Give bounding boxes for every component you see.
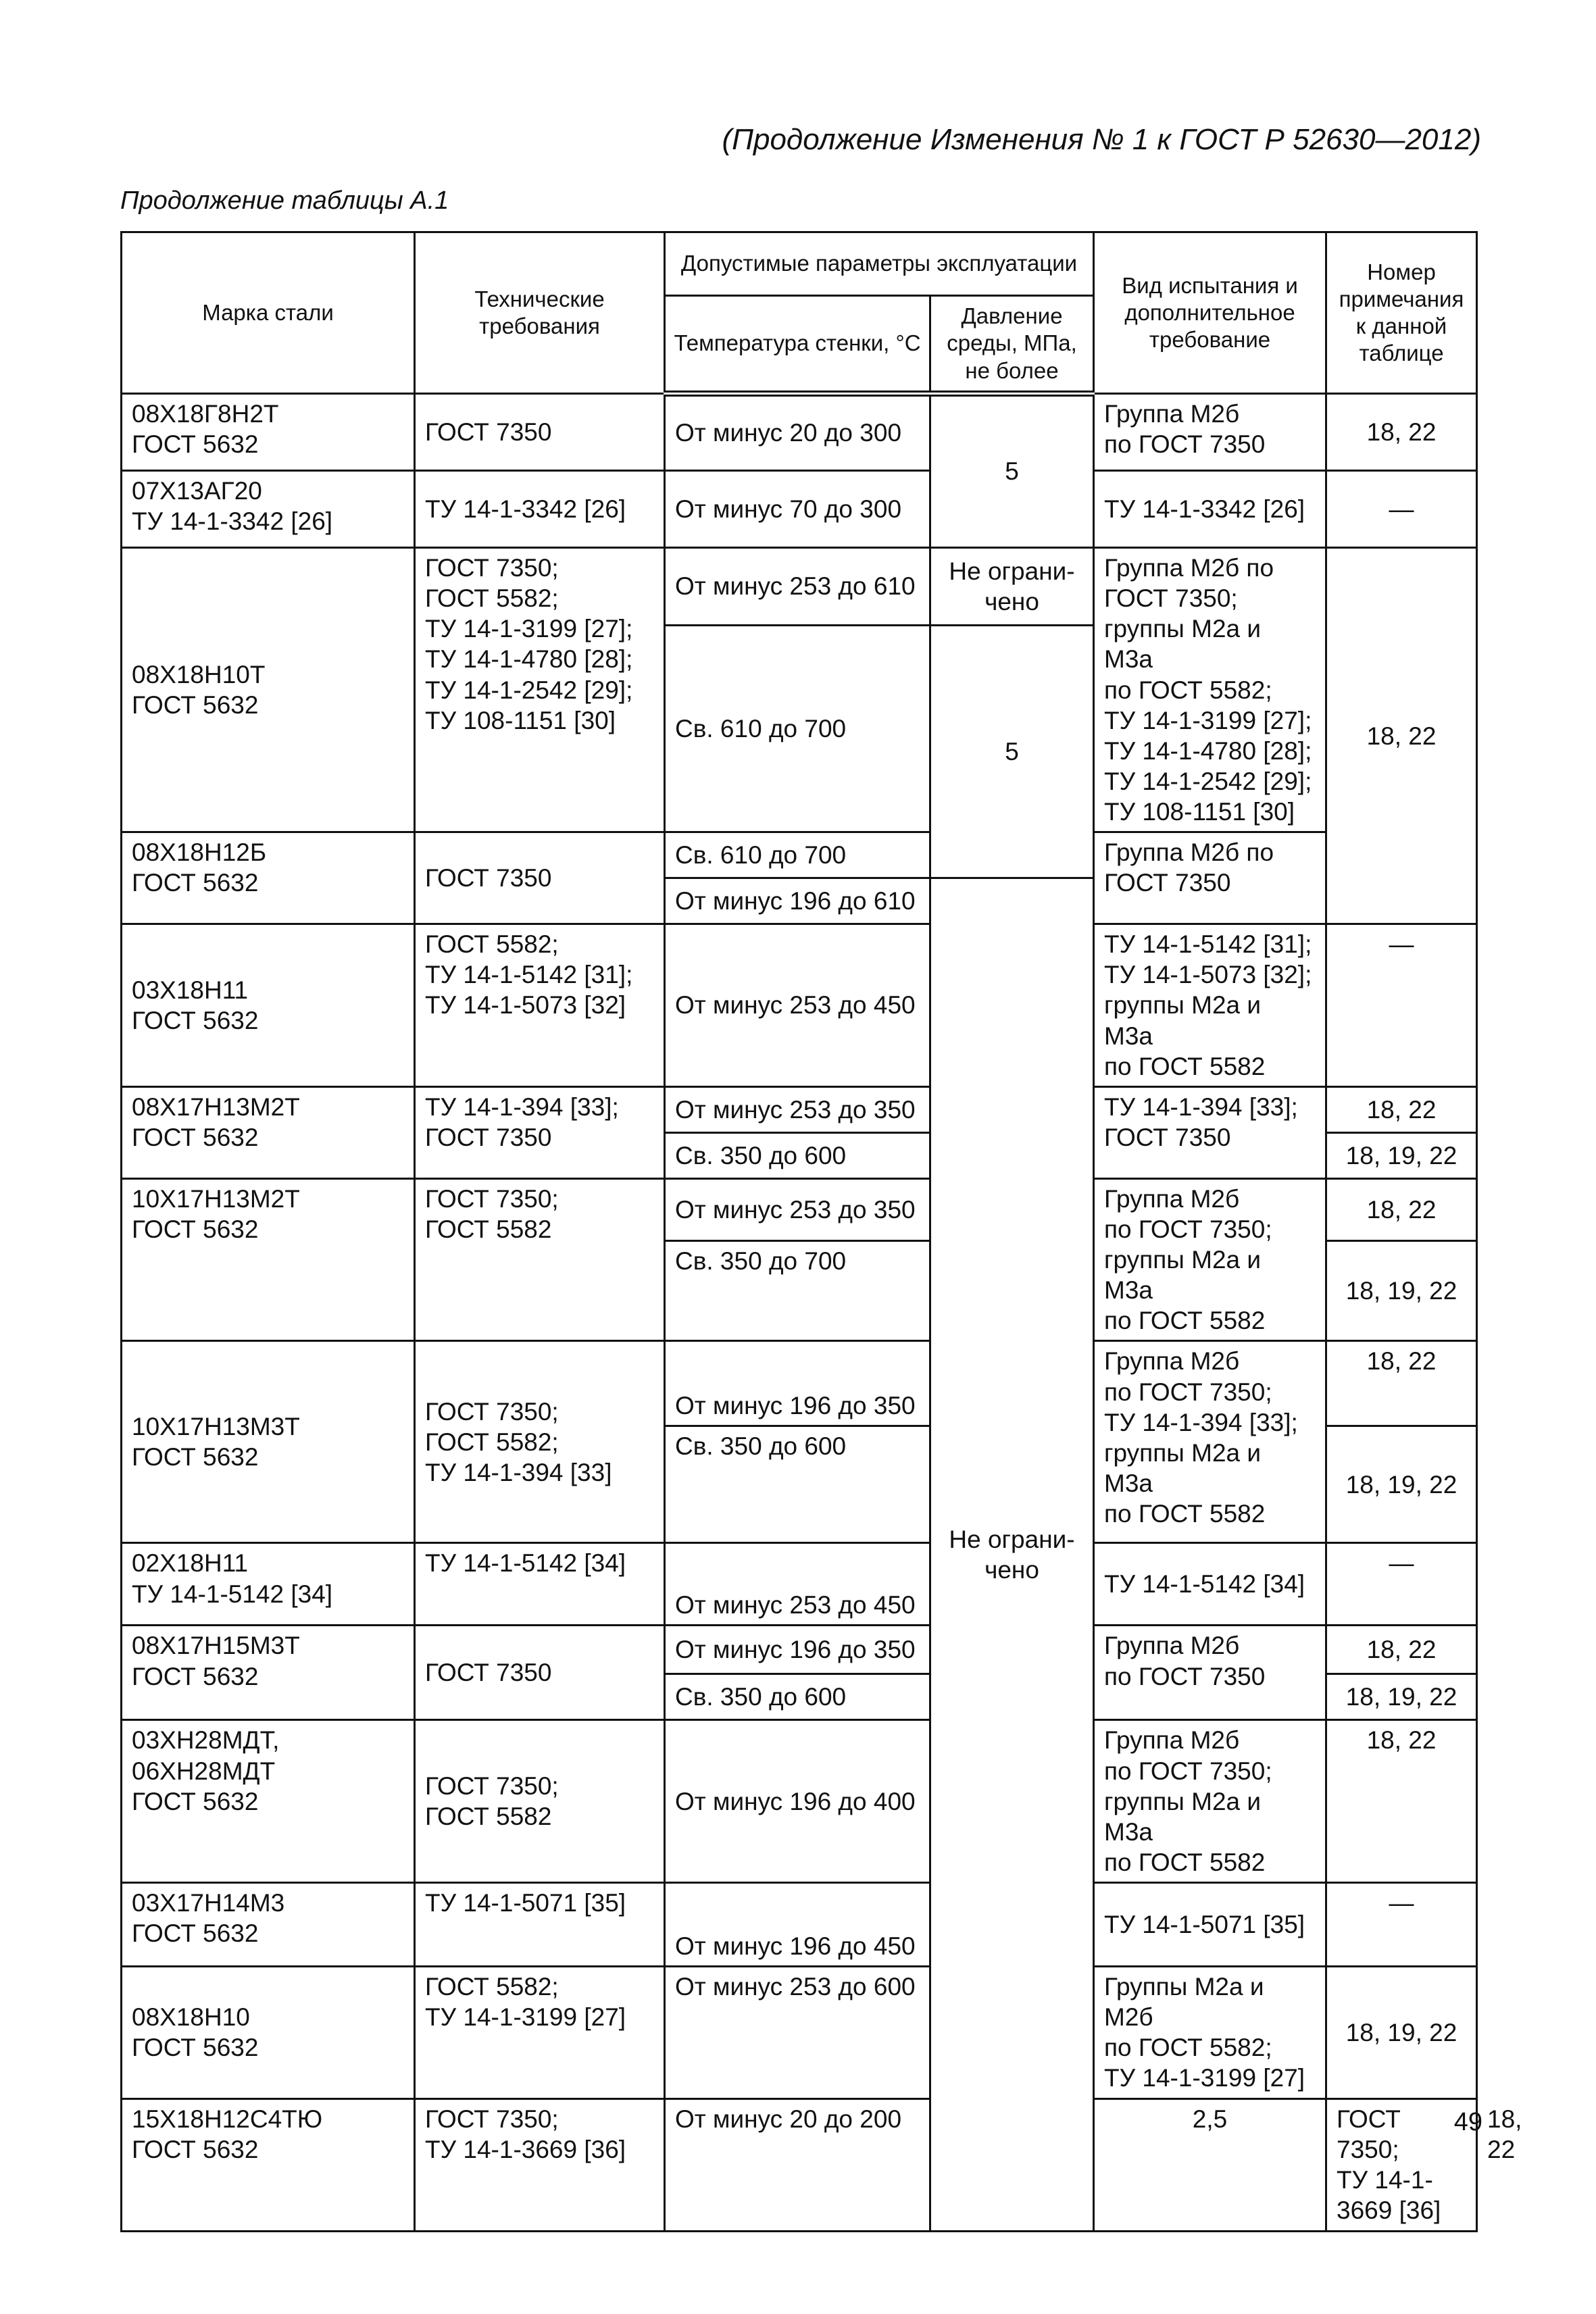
- table-cell-test: Группа М2б по ГОСТ 7350: [1094, 1626, 1326, 1720]
- table-cell-test: ТУ 14-1-5071 [35]: [1094, 1883, 1326, 1967]
- table-cell-pressure: 2,5: [1094, 2098, 1326, 2231]
- table-cell-temp: От минус 253 до 450: [665, 1543, 930, 1626]
- table-cell-note: 18, 19, 22: [1326, 1241, 1477, 1341]
- table-cell-grade: 10Х17Н13М3Т ГОСТ 5632: [122, 1341, 415, 1543]
- table-cell-test: ГОСТ 7350; ТУ 14-1-3669 [36]: [1326, 2098, 1477, 2231]
- table-cell-note: —: [1326, 1883, 1477, 1967]
- table-cell-temp: От минус 20 до 200: [665, 2098, 930, 2231]
- table-cell-temp: Св. 610 до 700: [665, 626, 930, 832]
- table-cell-test: Группа М2б по ГОСТ 7350; группы М2а и М3а по ГОСТ 5582: [1094, 1178, 1326, 1341]
- table-cell-note: 18, 19, 22: [1326, 1426, 1477, 1543]
- table-cell-pressure: Не ограни- чено: [930, 548, 1094, 626]
- table-cell-temp: От минус 253 до 610: [665, 548, 930, 626]
- table-cell-temp: Св. 350 до 700: [665, 1241, 930, 1341]
- table-cell-grade: 08Х17Н13М2Т ГОСТ 5632: [122, 1086, 415, 1178]
- table-cell-temp: От минус 196 до 450: [665, 1883, 930, 1967]
- table-cell-req: ГОСТ 7350; ГОСТ 5582; ТУ 14-1-3199 [27]; ТУ 14-1-4780 [28]; ТУ 14-1-2542 [29]; ТУ 108-1151 [30]: [415, 548, 665, 832]
- table-cell-grade: 08Х18Н12Б ГОСТ 5632: [122, 832, 415, 924]
- table-cell-grade: 03Х18Н11 ГОСТ 5632: [122, 924, 415, 1087]
- table-cell-req: ГОСТ 7350: [415, 394, 665, 471]
- table-cell-test: Группа М2б по ГОСТ 7350; ТУ 14-1-394 [33]; группы М2а и М3а по ГОСТ 5582: [1094, 1341, 1326, 1543]
- table-cell-test: Группа М2б по ГОСТ 7350; группы М2а и М3а по ГОСТ 5582: [1094, 1720, 1326, 1883]
- table-cell-temp: От минус 253 до 450: [665, 924, 930, 1087]
- table-cell-note: —: [1326, 1543, 1477, 1626]
- table-cell-temp: От минус 20 до 300: [665, 394, 930, 471]
- table-cell-req: ТУ 14-1-394 [33]; ГОСТ 7350: [415, 1086, 665, 1178]
- table-cell-temp: От минус 196 до 350: [665, 1341, 930, 1426]
- table-cell-temp: Св. 350 до 600: [665, 1132, 930, 1178]
- table-cell-req: ТУ 14-1-3342 [26]: [415, 471, 665, 548]
- table-cell-temp: От минус 253 до 350: [665, 1178, 930, 1241]
- table-caption: Продолжение таблицы А.1: [120, 186, 449, 215]
- table-cell-req: ГОСТ 7350: [415, 832, 665, 924]
- table-cell-req: ТУ 14-1-5071 [35]: [415, 1883, 665, 1967]
- table-cell-temp: От минус 196 до 350: [665, 1626, 930, 1674]
- table-cell-note: 18, 22: [1326, 1720, 1477, 1883]
- table-cell-req: ГОСТ 5582; ТУ 14-1-3199 [27]: [415, 1967, 665, 2099]
- table-cell-test: Группа М2б по ГОСТ 7350: [1094, 394, 1326, 471]
- table-cell-req: ГОСТ 7350; ГОСТ 5582; ТУ 14-1-394 [33]: [415, 1341, 665, 1543]
- table-cell-note: 18, 19, 22: [1326, 1132, 1477, 1178]
- header-grade: Марка стали: [122, 232, 415, 394]
- table-cell-note: —: [1326, 924, 1477, 1087]
- steel-grades-table: Марка стали Технические требования Допустимые параметры эксплуатации Вид испытания и дополнительное требование Номер примечания к данной таблице Температура стенки, °С Давление среды, МПа, не более 08Х18Г8Н2Т ГОСТ 5632 ГОСТ 7350 От минус 20 до 300 5 Группа М2б по ГОСТ 7350 18, 22 07Х13АГ20 ТУ 14-1-3342 [26] ТУ 14-1-3342 [26] От минус 70 до 300 ТУ 14-1-3342 [26] — 08Х18Н10Т ГОСТ 5632 ГОСТ 7350; ГОСТ 5582; ТУ 14-1-3199 [27]; ТУ 14-1-4780 [28]; ТУ 14-1-2542 [29]; ТУ 108-1151 [30] От минус 253 до 610 Не ограни- чено Группа М2б по ГОСТ 7350; группы М2а и М3а по ГОСТ 5582; ТУ 14-1-3199 [27]; ТУ 14-1-4780 [28]; ТУ 14-1-2542 [29]; ТУ 108-1151 [30] 18, 22 Св. 610 до 700 5 08Х18Н12Б ГОСТ 5632 ГОСТ 7350 Св. 610 до 700 Группа М2б по ГОСТ 7350 От минус 196 до 610 Не ограни- чено 03Х18Н11 ГОСТ 5632 ГОСТ 5582; ТУ 14-1-5142 [31]; ТУ 14-1-5073 [32] От минус 253 до 450 ТУ 14-1-5142 [31]; ТУ 14-1-5073 [32]; группы М2а и М3а по ГОСТ 5582 — 08Х17Н13М2Т ГОСТ 5632 ТУ 14-1-394 [33]; ГОСТ 7350 От минус 253 до 350 ТУ 14-1-394 [33]; ГОСТ 7350 18, 22 Св. 350 до 600 18, 19, 22 10Х17Н13М2Т ГОСТ 5632 ГОСТ 7350; ГОСТ 5582 От минус 253 до 350 Группа М2б по ГОСТ 7350; группы М2а и М3а по ГОСТ 5582 18, 22 Св. 350 до 700 18, 19, 22 10Х17Н13М3Т ГОСТ 5632 ГОСТ 7350; ГОСТ 5582; ТУ 14-1-394 [33] От минус 196 до 350 Группа М2б по ГОСТ 7350; ТУ 14-1-394 [33]; группы М2а и М3а по ГОСТ 5582 18, 22 Св. 350 до 600 18, 19, 22 02Х18Н11 ТУ 14-1-5142 [34] ТУ 14-1-5142 [34] От минус 253 до 450 ТУ 14-1-5142 [34] — 08Х17Н15М3Т ГОСТ 5632 ГОСТ 7350 От минус 196 до 350 Группа М2б по ГОСТ 7350 18, 22 Св. 350 до 600 18, 19, 22 03ХН28МДТ, 06ХН28МДТ ГОСТ 5632 ГОСТ 7350; ГОСТ 5582 От минус 196 до 400 Группа М2б по ГОСТ 7350; группы М2а и М3а по ГОСТ 5582 18, 22 03Х17Н14М3 ГОСТ 5632 ТУ 14-1-5071 [35] От минус 196 до 450 ТУ 14-1-5071 [35] — 08Х18Н10 ГОСТ 5632 ГОСТ 5582; ТУ 14-1-3199 [27] От минус 253 до 600 Группы М2а и М2б по ГОСТ 5582; ТУ 14-1-3199 [27] 18, 19, 22 15Х18Н12С4ТЮ ГОСТ 5632 ГОСТ 7350; ТУ 14-1-3669 [36] От минус 20 до 200 2,5 ГОСТ 7350; ТУ 14-1-3669 [36] 18, 22: [120, 231, 1478, 2232]
- table-cell-temp: От минус 253 до 600: [665, 1967, 930, 2099]
- table-cell-note: 18, 22: [1326, 394, 1477, 471]
- header-note: Номер примечания к данной таблице: [1326, 232, 1477, 394]
- table-cell-temp: От минус 196 до 610: [665, 878, 930, 924]
- header-test: Вид испытания и дополнительное требование: [1094, 232, 1326, 394]
- table-cell-pressure: 5: [930, 394, 1094, 548]
- table-cell-grade: 10Х17Н13М2Т ГОСТ 5632: [122, 1178, 415, 1341]
- table-cell-grade: 08Х18Н10Т ГОСТ 5632: [122, 548, 415, 832]
- header-pressure: Давление среды, МПа, не более: [930, 296, 1094, 394]
- table-cell-grade: 07Х13АГ20 ТУ 14-1-3342 [26]: [122, 471, 415, 548]
- table-cell-grade: 08Х17Н15М3Т ГОСТ 5632: [122, 1626, 415, 1720]
- table-cell-grade: 08Х18Г8Н2Т ГОСТ 5632: [122, 394, 415, 471]
- table-cell-grade: 03ХН28МДТ, 06ХН28МДТ ГОСТ 5632: [122, 1720, 415, 1883]
- page-number: 49: [1453, 2108, 1482, 2136]
- header-temp: Температура стенки, °С: [665, 296, 930, 394]
- header-tech-req: Технические требования: [415, 232, 665, 394]
- table-cell-test: ТУ 14-1-5142 [34]: [1094, 1543, 1326, 1626]
- table-cell-note: 18, 22: [1326, 1626, 1477, 1674]
- table-cell-pressure: Не ограни- чено: [930, 878, 1094, 2231]
- table-cell-temp: От минус 196 до 400: [665, 1720, 930, 1883]
- table-cell-note: 18, 22: [1326, 1086, 1477, 1132]
- table-cell-test: Группа М2б по ГОСТ 7350: [1094, 832, 1326, 924]
- table-cell-note: 18, 22: [1326, 1341, 1477, 1426]
- table-cell-req: ГОСТ 7350; ГОСТ 5582: [415, 1178, 665, 1341]
- table-cell-temp: Св. 610 до 700: [665, 832, 930, 878]
- table-cell-note: 18, 19, 22: [1326, 1967, 1477, 2099]
- table-cell-test: ТУ 14-1-5142 [31]; ТУ 14-1-5073 [32]; группы М2а и М3а по ГОСТ 5582: [1094, 924, 1326, 1087]
- table-cell-grade: 02Х18Н11 ТУ 14-1-5142 [34]: [122, 1543, 415, 1626]
- table-cell-pressure: 5: [930, 626, 1094, 878]
- table-cell-temp: От минус 253 до 350: [665, 1086, 930, 1132]
- table-cell-temp: От минус 70 до 300: [665, 471, 930, 548]
- table-cell-note: 18, 22: [1326, 1178, 1477, 1241]
- table-cell-req: ГОСТ 7350: [415, 1626, 665, 1720]
- table-cell-req: ГОСТ 7350; ГОСТ 5582: [415, 1720, 665, 1883]
- table-cell-note: 18, 19, 22: [1326, 1674, 1477, 1720]
- running-header: (Продолжение Изменения № 1 к ГОСТ Р 52630—2012): [722, 123, 1481, 156]
- table-cell-req: ГОСТ 7350; ТУ 14-1-3669 [36]: [415, 2098, 665, 2231]
- table-cell-test: ТУ 14-1-394 [33]; ГОСТ 7350: [1094, 1086, 1326, 1178]
- table-cell-grade: 08Х18Н10 ГОСТ 5632: [122, 1967, 415, 2099]
- table-cell-test: Группа М2б по ГОСТ 7350; группы М2а и М3а по ГОСТ 5582; ТУ 14-1-3199 [27]; ТУ 14-1-4780 [28]; ТУ 14-1-2542 [29]; ТУ 108-1151 [30]: [1094, 548, 1326, 832]
- table-cell-temp: Св. 350 до 600: [665, 1426, 930, 1543]
- table-cell-req: ГОСТ 5582; ТУ 14-1-5142 [31]; ТУ 14-1-5073 [32]: [415, 924, 665, 1087]
- table-cell-grade: 03Х17Н14М3 ГОСТ 5632: [122, 1883, 415, 1967]
- table-cell-test: Группы М2а и М2б по ГОСТ 5582; ТУ 14-1-3199 [27]: [1094, 1967, 1326, 2099]
- table-cell-temp: Св. 350 до 600: [665, 1674, 930, 1720]
- table-cell-test: ТУ 14-1-3342 [26]: [1094, 471, 1326, 548]
- table-cell-note: 18, 22: [1326, 548, 1477, 924]
- table-cell-note: —: [1326, 471, 1477, 548]
- table-cell-grade: 15Х18Н12С4ТЮ ГОСТ 5632: [122, 2098, 415, 2231]
- table-cell-req: ТУ 14-1-5142 [34]: [415, 1543, 665, 1626]
- header-params: Допустимые параметры эксплуатации: [665, 232, 1094, 296]
